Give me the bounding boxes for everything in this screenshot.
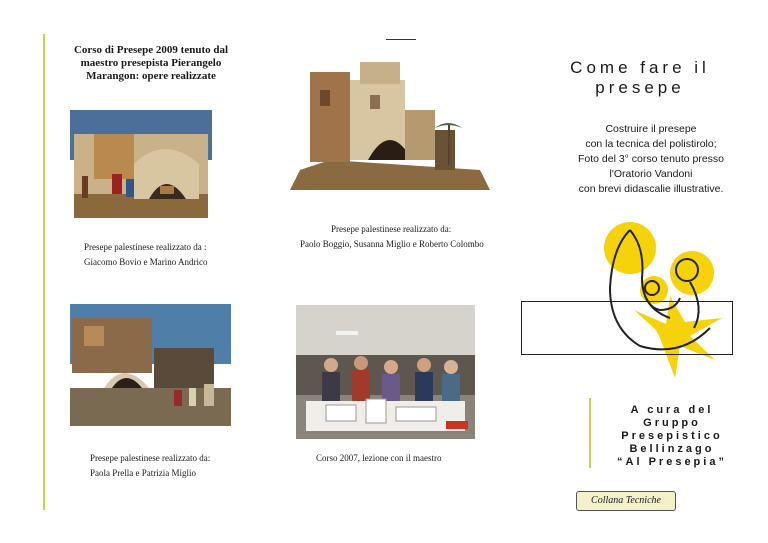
nativity-photo-3 [64, 298, 237, 432]
credit-line: “Al Presepia” [617, 456, 727, 468]
subtitle-line: l'Oratorio Vandoni [609, 168, 693, 180]
subtitle-line: con brevi didascalie illustrative. [578, 183, 724, 195]
credit-line: Bellinzago [629, 443, 715, 455]
nativity-photo-1 [64, 104, 218, 230]
class-photo [296, 305, 475, 439]
photo4-caption: Corso 2007, lezione con il maestro [316, 453, 442, 463]
series-label: Collana Tecniche [576, 491, 676, 511]
credit-line: Presepistico [621, 430, 723, 442]
photo3-caption-line1: Presepe palestinese realizzato da: [90, 453, 211, 463]
subtitle-line: Foto del 3° corso tenuto presso [577, 153, 725, 165]
subtitle-line: con la tecnica del polistirolo; [585, 138, 717, 150]
main-title-line2: presepe [595, 78, 685, 97]
top-rule [386, 39, 416, 40]
logo-frame [521, 301, 733, 355]
nativity-photo-2 [290, 50, 490, 202]
photo1-caption-line1: Presepe palestinese realizzato da : [84, 242, 207, 252]
left-accent-bar [43, 34, 45, 510]
photo2-caption-line1: Presepe palestinese realizzato da: [331, 224, 452, 234]
left-heading: Corso di Presepe 2009 tenuto dal maestro presepista Pierangelo Marangon: opere realizzate [73, 44, 229, 82]
subtitle-block [556, 122, 746, 197]
main-title-line1: Come fare il [570, 58, 710, 77]
subtitle-line: Costruire il presepe [605, 123, 697, 135]
photo2-caption-line2: Paolo Boggio, Susanna Miglio e Roberto Colombo [300, 239, 484, 249]
credit-accent-bar [589, 398, 591, 468]
credit-block [598, 404, 746, 469]
credit-line: Gruppo [643, 417, 701, 429]
photo1-caption-line2: Giacomo Bovio e Marino Andrico [84, 257, 208, 267]
credit-line: A cura del [630, 404, 714, 416]
photo3-caption-line2: Paola Prella e Patrizia Miglio [90, 468, 196, 478]
